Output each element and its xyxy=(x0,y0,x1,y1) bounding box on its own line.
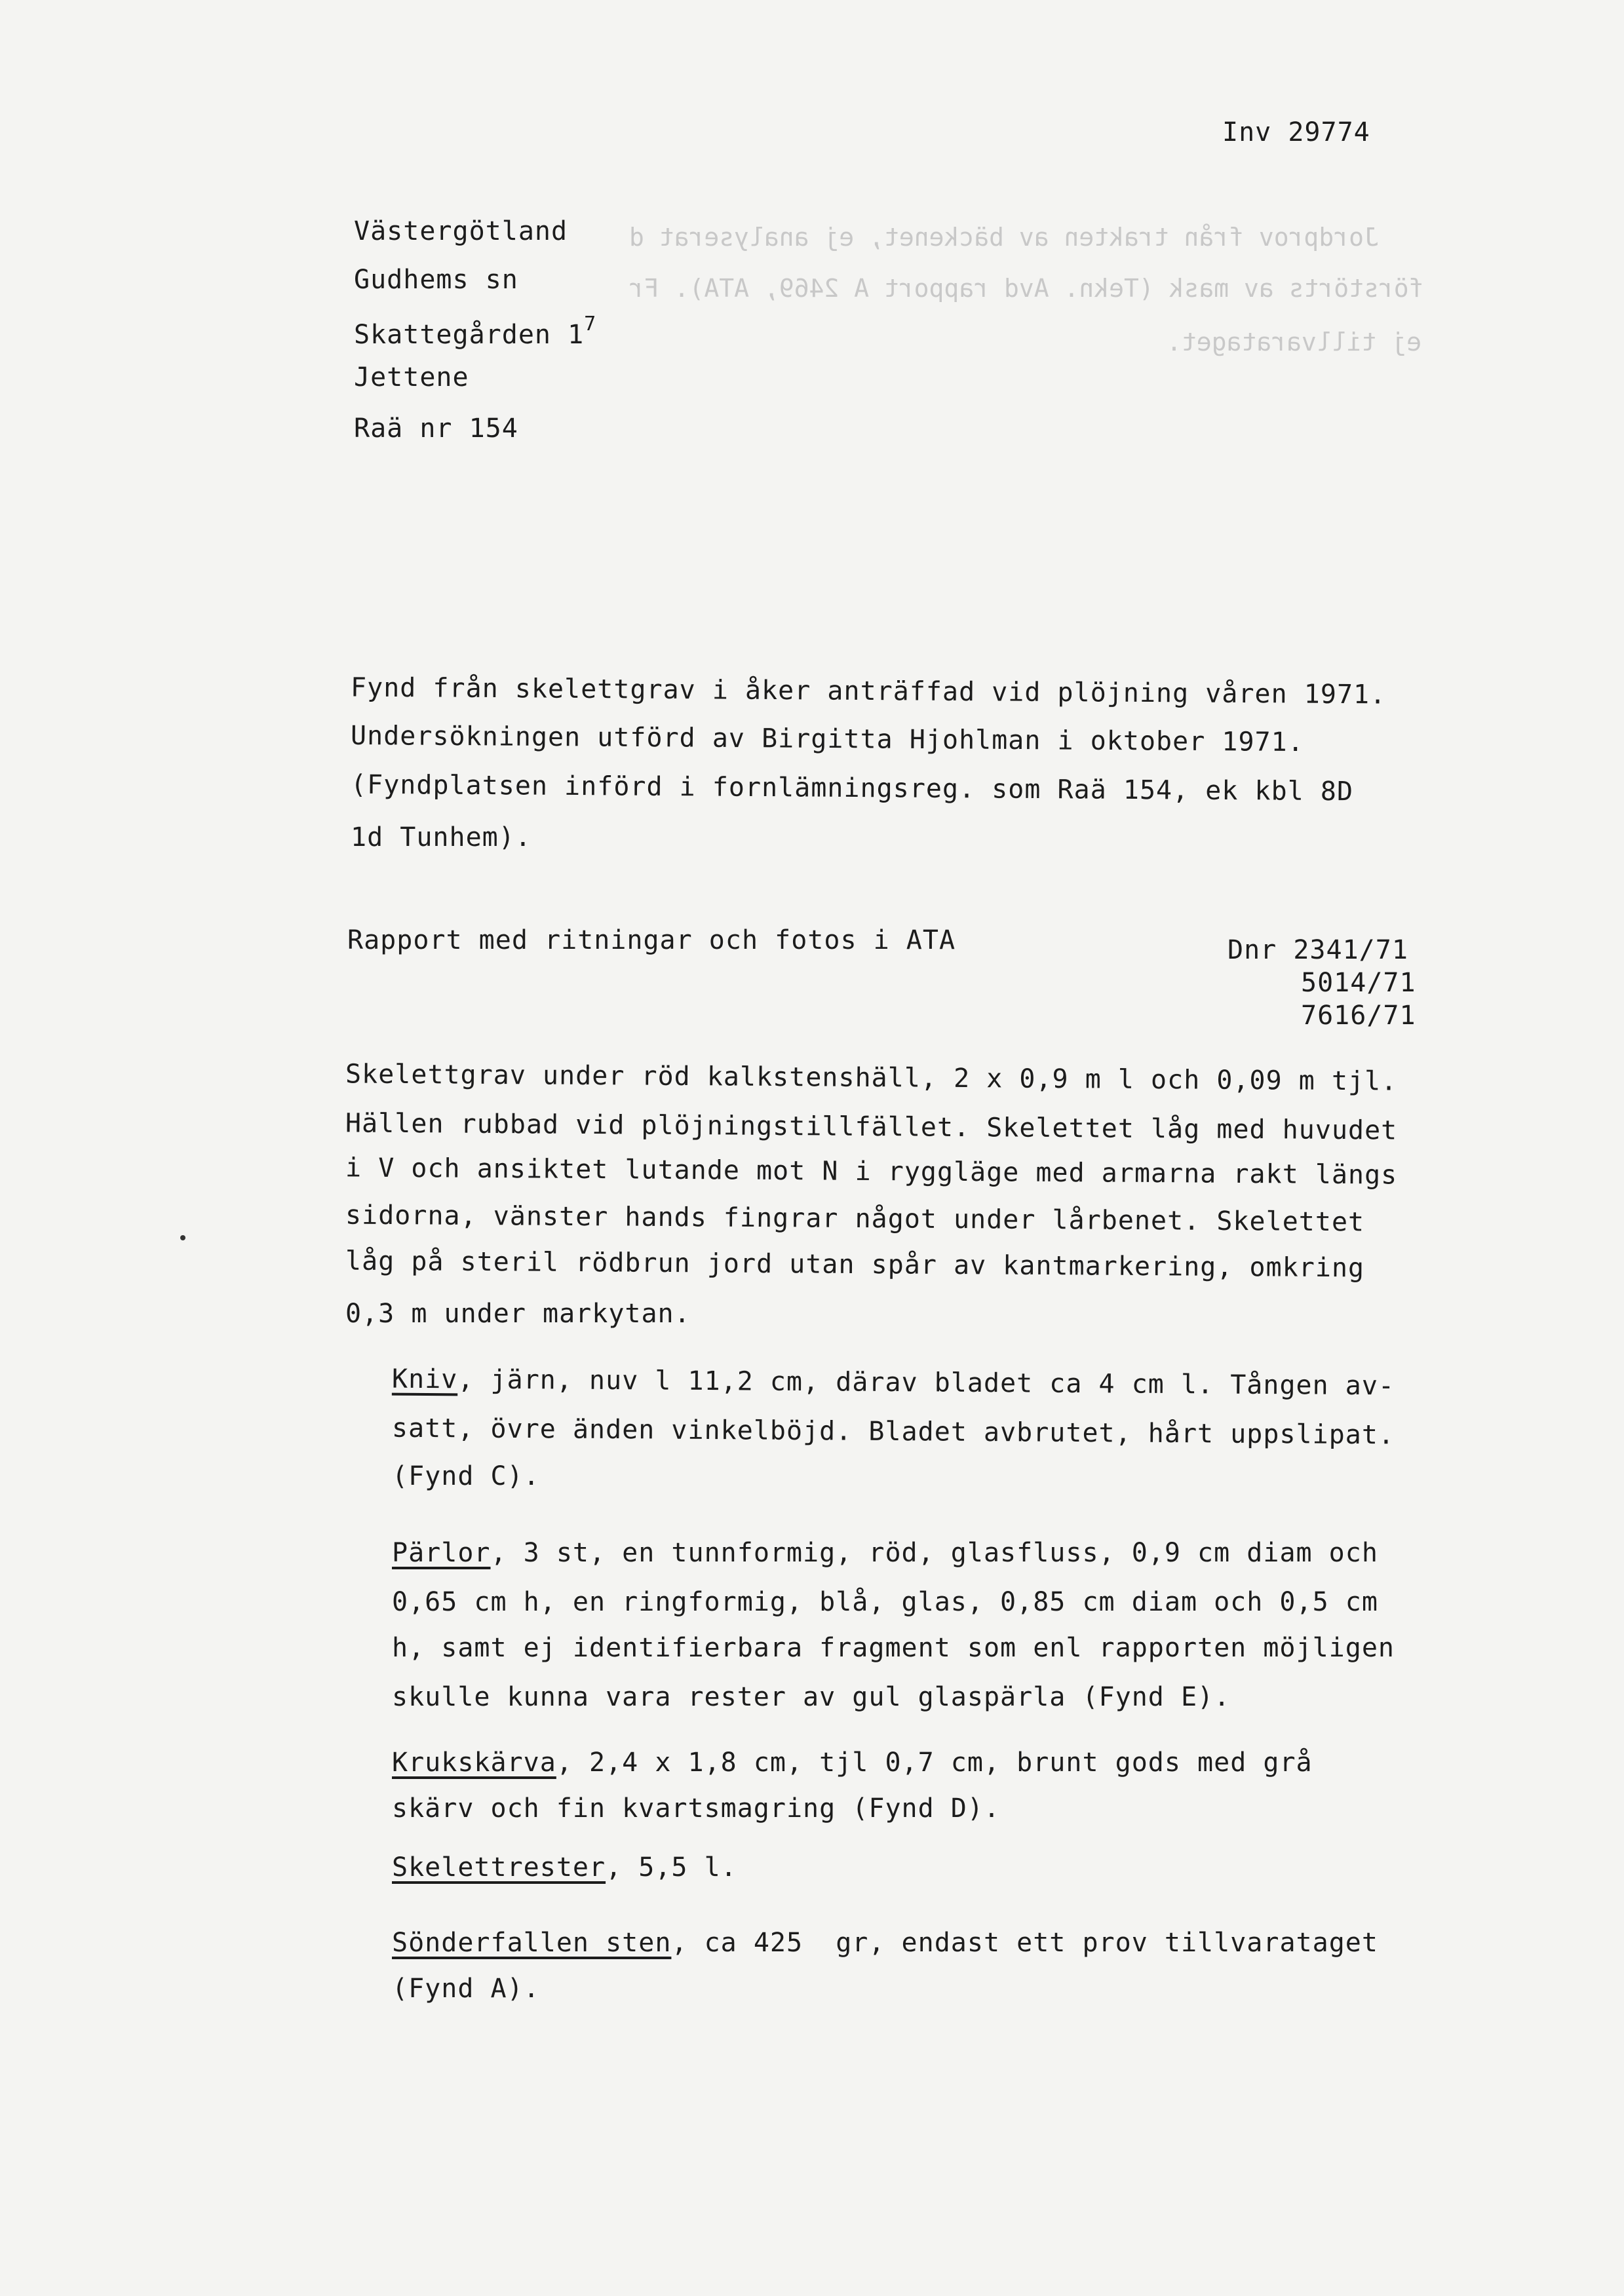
find-knife-line-3: (Fynd C). xyxy=(392,1461,540,1491)
find-beads-line-4: skulle kunna vara rester av gul glaspärla (Fynd E). xyxy=(392,1682,1231,1712)
find-knife-text-1: , järn, nuv l 11,2 cm, därav bladet ca 4 cm l. Tången av- xyxy=(457,1364,1395,1402)
dnr-line-3: 7616/71 xyxy=(1301,1001,1416,1031)
find-knife-line-1 xyxy=(392,1366,1395,1400)
find-beads-text-1: , 3 st, en tunnformig, röd, glasfluss, 0,9 cm diam och xyxy=(490,1538,1378,1568)
find-sherd-line-2: skärv och fin kvartsmagring (Fynd D). xyxy=(392,1793,1001,1824)
location-site: Jettene xyxy=(354,362,469,392)
farm-superscript: 7 xyxy=(584,313,597,335)
find-skeleton-line-1 xyxy=(392,1854,737,1881)
grave-line-5: låg på steril rödbrun jord utan spår av kantmarkering, omkring xyxy=(345,1246,1365,1284)
find-stone-line-2: (Fynd A). xyxy=(392,1974,540,2004)
find-knife-line-2: satt, övre änden vinkelböjd. Bladet avbrutet, hårt uppslipat. xyxy=(391,1413,1395,1451)
find-beads-line-2: 0,65 cm h, en ringformig, blå, glas, 0,85 cm diam och 0,5 cm xyxy=(392,1587,1378,1617)
find-knife-term: Kniv xyxy=(391,1364,458,1395)
grave-line-1: Skelettgrav under röd kalkstenshäll, 2 x 0,9 m l och 0,09 m tjl. xyxy=(345,1059,1398,1097)
find-beads-line-3: h, samt ej identifierbara fragment som enl rapporten möjligen xyxy=(392,1633,1395,1663)
find-skeleton-text-1: , 5,5 l. xyxy=(606,1852,737,1883)
location-raa: Raä nr 154 xyxy=(354,413,518,444)
find-beads-term: Pärlor xyxy=(392,1538,491,1568)
dnr-line-1: Dnr 2341/71 xyxy=(1228,935,1408,965)
find-skeleton-term: Skelettrester xyxy=(392,1852,606,1883)
bleed-through-line-1: Jordprov från trakten av bäckenet, ej analyserat d xyxy=(629,223,1379,252)
intro-line-1: Fynd från skelettgrav i åker anträffad vid plöjning våren 1971. xyxy=(350,672,1387,710)
farm-name: Skattegården 1 xyxy=(354,320,585,350)
margin-dot xyxy=(180,1235,185,1240)
grave-line-6: 0,3 m under markytan. xyxy=(345,1299,691,1329)
grave-line-4: sidorna, vänster hands fingrar något under lårbenet. Skelettet xyxy=(345,1200,1365,1238)
report-note: Rapport med ritningar och fotos i ATA xyxy=(347,925,956,955)
dnr-line-2: 5014/71 xyxy=(1301,968,1416,998)
intro-line-2: Undersökningen utförd av Birgitta Hjohlman i oktober 1971. xyxy=(350,720,1304,758)
find-beads-line-1 xyxy=(392,1540,1378,1566)
find-sherd-text-1: , 2,4 x 1,8 cm, tjl 0,7 cm, brunt gods med grå xyxy=(556,1748,1313,1778)
grave-line-2: Hällen rubbad vid plöjningstillfället. Skelettet låg med huvudet xyxy=(345,1108,1398,1146)
bleed-through-line-3: ej tillvarataget. xyxy=(1167,328,1421,356)
find-stone-term: Sönderfallen sten xyxy=(392,1928,672,1958)
intro-line-4: 1d Tunhem). xyxy=(351,822,532,852)
location-parish: Gudhems sn xyxy=(354,265,518,295)
find-stone-line-1 xyxy=(392,1930,1378,1956)
inventory-number: Inv 29774 xyxy=(1222,117,1370,147)
find-sherd-line-1 xyxy=(392,1750,1313,1776)
find-stone-text-1: , ca 425 gr, endast ett prov tillvarataget xyxy=(671,1928,1378,1958)
find-sherd-term: Krukskärva xyxy=(392,1748,556,1778)
grave-line-3: i V och ansiktet lutande mot N i ryggläge med armarna rakt längs xyxy=(345,1153,1398,1191)
location-province: Västergötland xyxy=(354,216,568,246)
intro-line-3: (Fyndplatsen införd i fornlämningsreg. som Raä 154, ek kbl 8D xyxy=(350,769,1354,807)
bleed-through-line-2: förstörts av mask (Tekn. Avd rapport A 2469, ATA). Fr xyxy=(629,274,1424,303)
location-farm xyxy=(354,315,596,348)
